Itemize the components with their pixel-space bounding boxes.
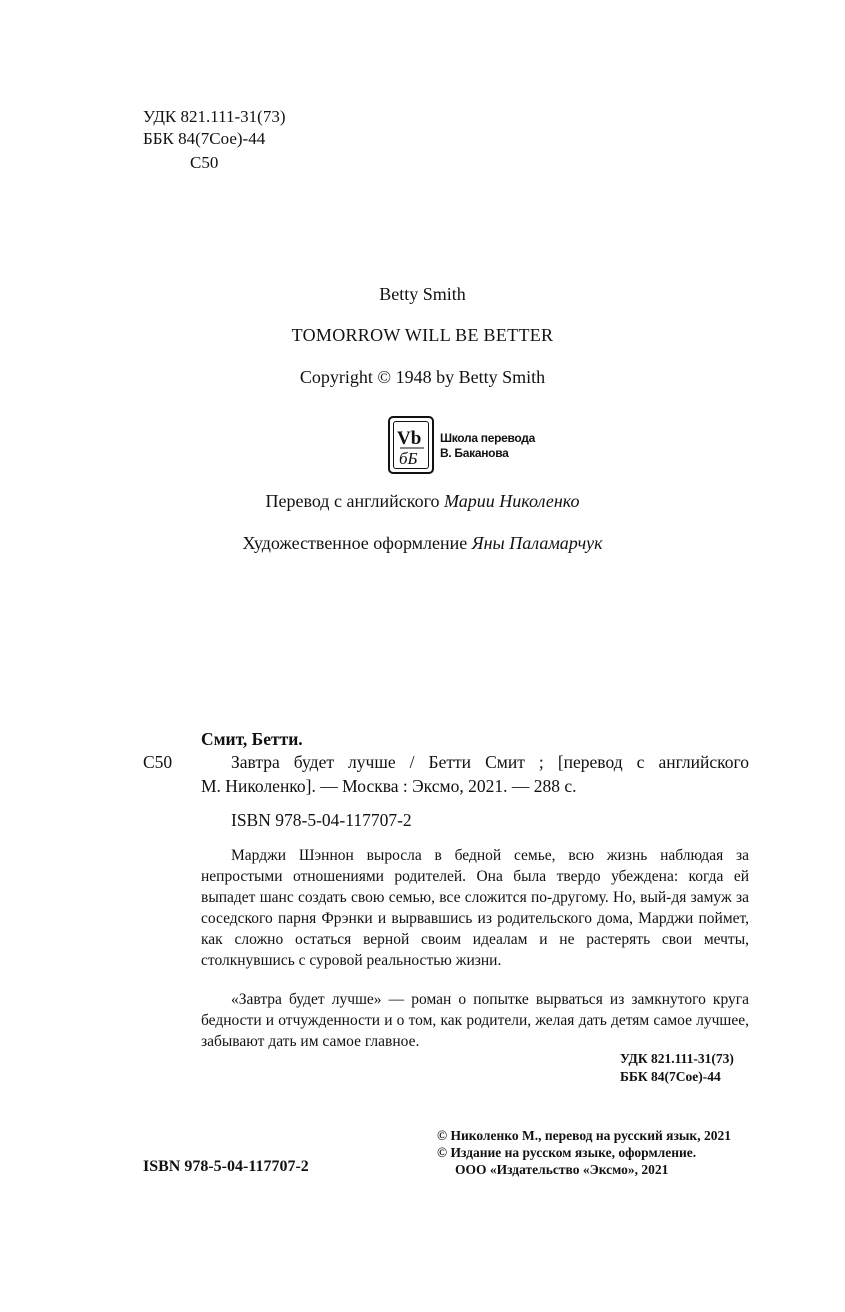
author-mark: С50 (190, 153, 219, 172)
bbk-code: ББК 84(7Сое)-44 (143, 129, 266, 148)
logo-line-1: Школа перевода (440, 431, 535, 445)
footer-copyright-edition: © Издание на русском языке, оформление. (437, 1145, 697, 1160)
logo-caption (440, 431, 535, 461)
annotation-paragraph-1: Марджи Шэннон выросла в бедной семье, всю жизнь наблюдая за непростыми отношениями родителей. Она была твердо убеждена: когда ей выпадет шанс создать свою семью, все сложится по-другому. Но, вый-дя замуж за соседского парня Фрэнки и вырвавшись из родительского дома, Марджи поймет, как сложно остаться верной своим идеалам и не растерять свои мечты, столкнувшись с суровой реальностью жизни. (201, 847, 749, 969)
designer-name: Яны Паламарчук (471, 533, 603, 553)
monogram-top: Vb (397, 428, 422, 449)
record-udk: УДК 821.111-31(73) (620, 1051, 734, 1066)
record-author-heading: Смит, Бетти. (201, 729, 303, 749)
record-mark: С50 (143, 752, 173, 772)
footer-copyright-publisher: ООО «Издательство «Эксмо», 2021 (455, 1162, 669, 1177)
translation-credit (0, 491, 845, 512)
translation-prefix: Перевод с английского (265, 491, 440, 511)
record-bbk: ББК 84(7Сое)-44 (620, 1069, 721, 1084)
design-credit (0, 533, 845, 554)
translator-name: Марии Николенко (444, 491, 580, 511)
translation-school-logo (388, 416, 434, 474)
record-description-line-2: М. Николенко]. — Москва : Эксмо, 2021. — 288 с. (201, 776, 577, 796)
footer-isbn: ISBN 978-5-04-117707-2 (143, 1158, 309, 1175)
original-copyright: Copyright © 1948 by Betty Smith (299, 367, 546, 387)
record-isbn: ISBN 978-5-04-117707-2 (231, 810, 412, 830)
footer-copyright-translation: © Николенко М., перевод на русский язык, 2021 (437, 1128, 731, 1143)
udk-code: УДК 821.111-31(73) (143, 107, 286, 126)
original-title: TOMORROW WILL BE BETTER (291, 325, 554, 345)
annotation-paragraph-2: «Завтра будет лучше» — роман о попытке вырваться из замкнутого круга бедности и отчужденности и о том, как родители, желая дать детям самое лучшее, забывают дать им самое главное. (201, 991, 749, 1050)
monogram-icon (394, 422, 430, 470)
monogram-bottom: бБ (399, 449, 418, 468)
original-author: Betty Smith (379, 284, 466, 304)
logo-line-2: В. Баканова (440, 446, 509, 460)
record-description-line-1: Завтра будет лучше / Бетти Смит ; [перевод с английского (231, 752, 749, 772)
design-prefix: Художественное оформление (242, 533, 468, 553)
